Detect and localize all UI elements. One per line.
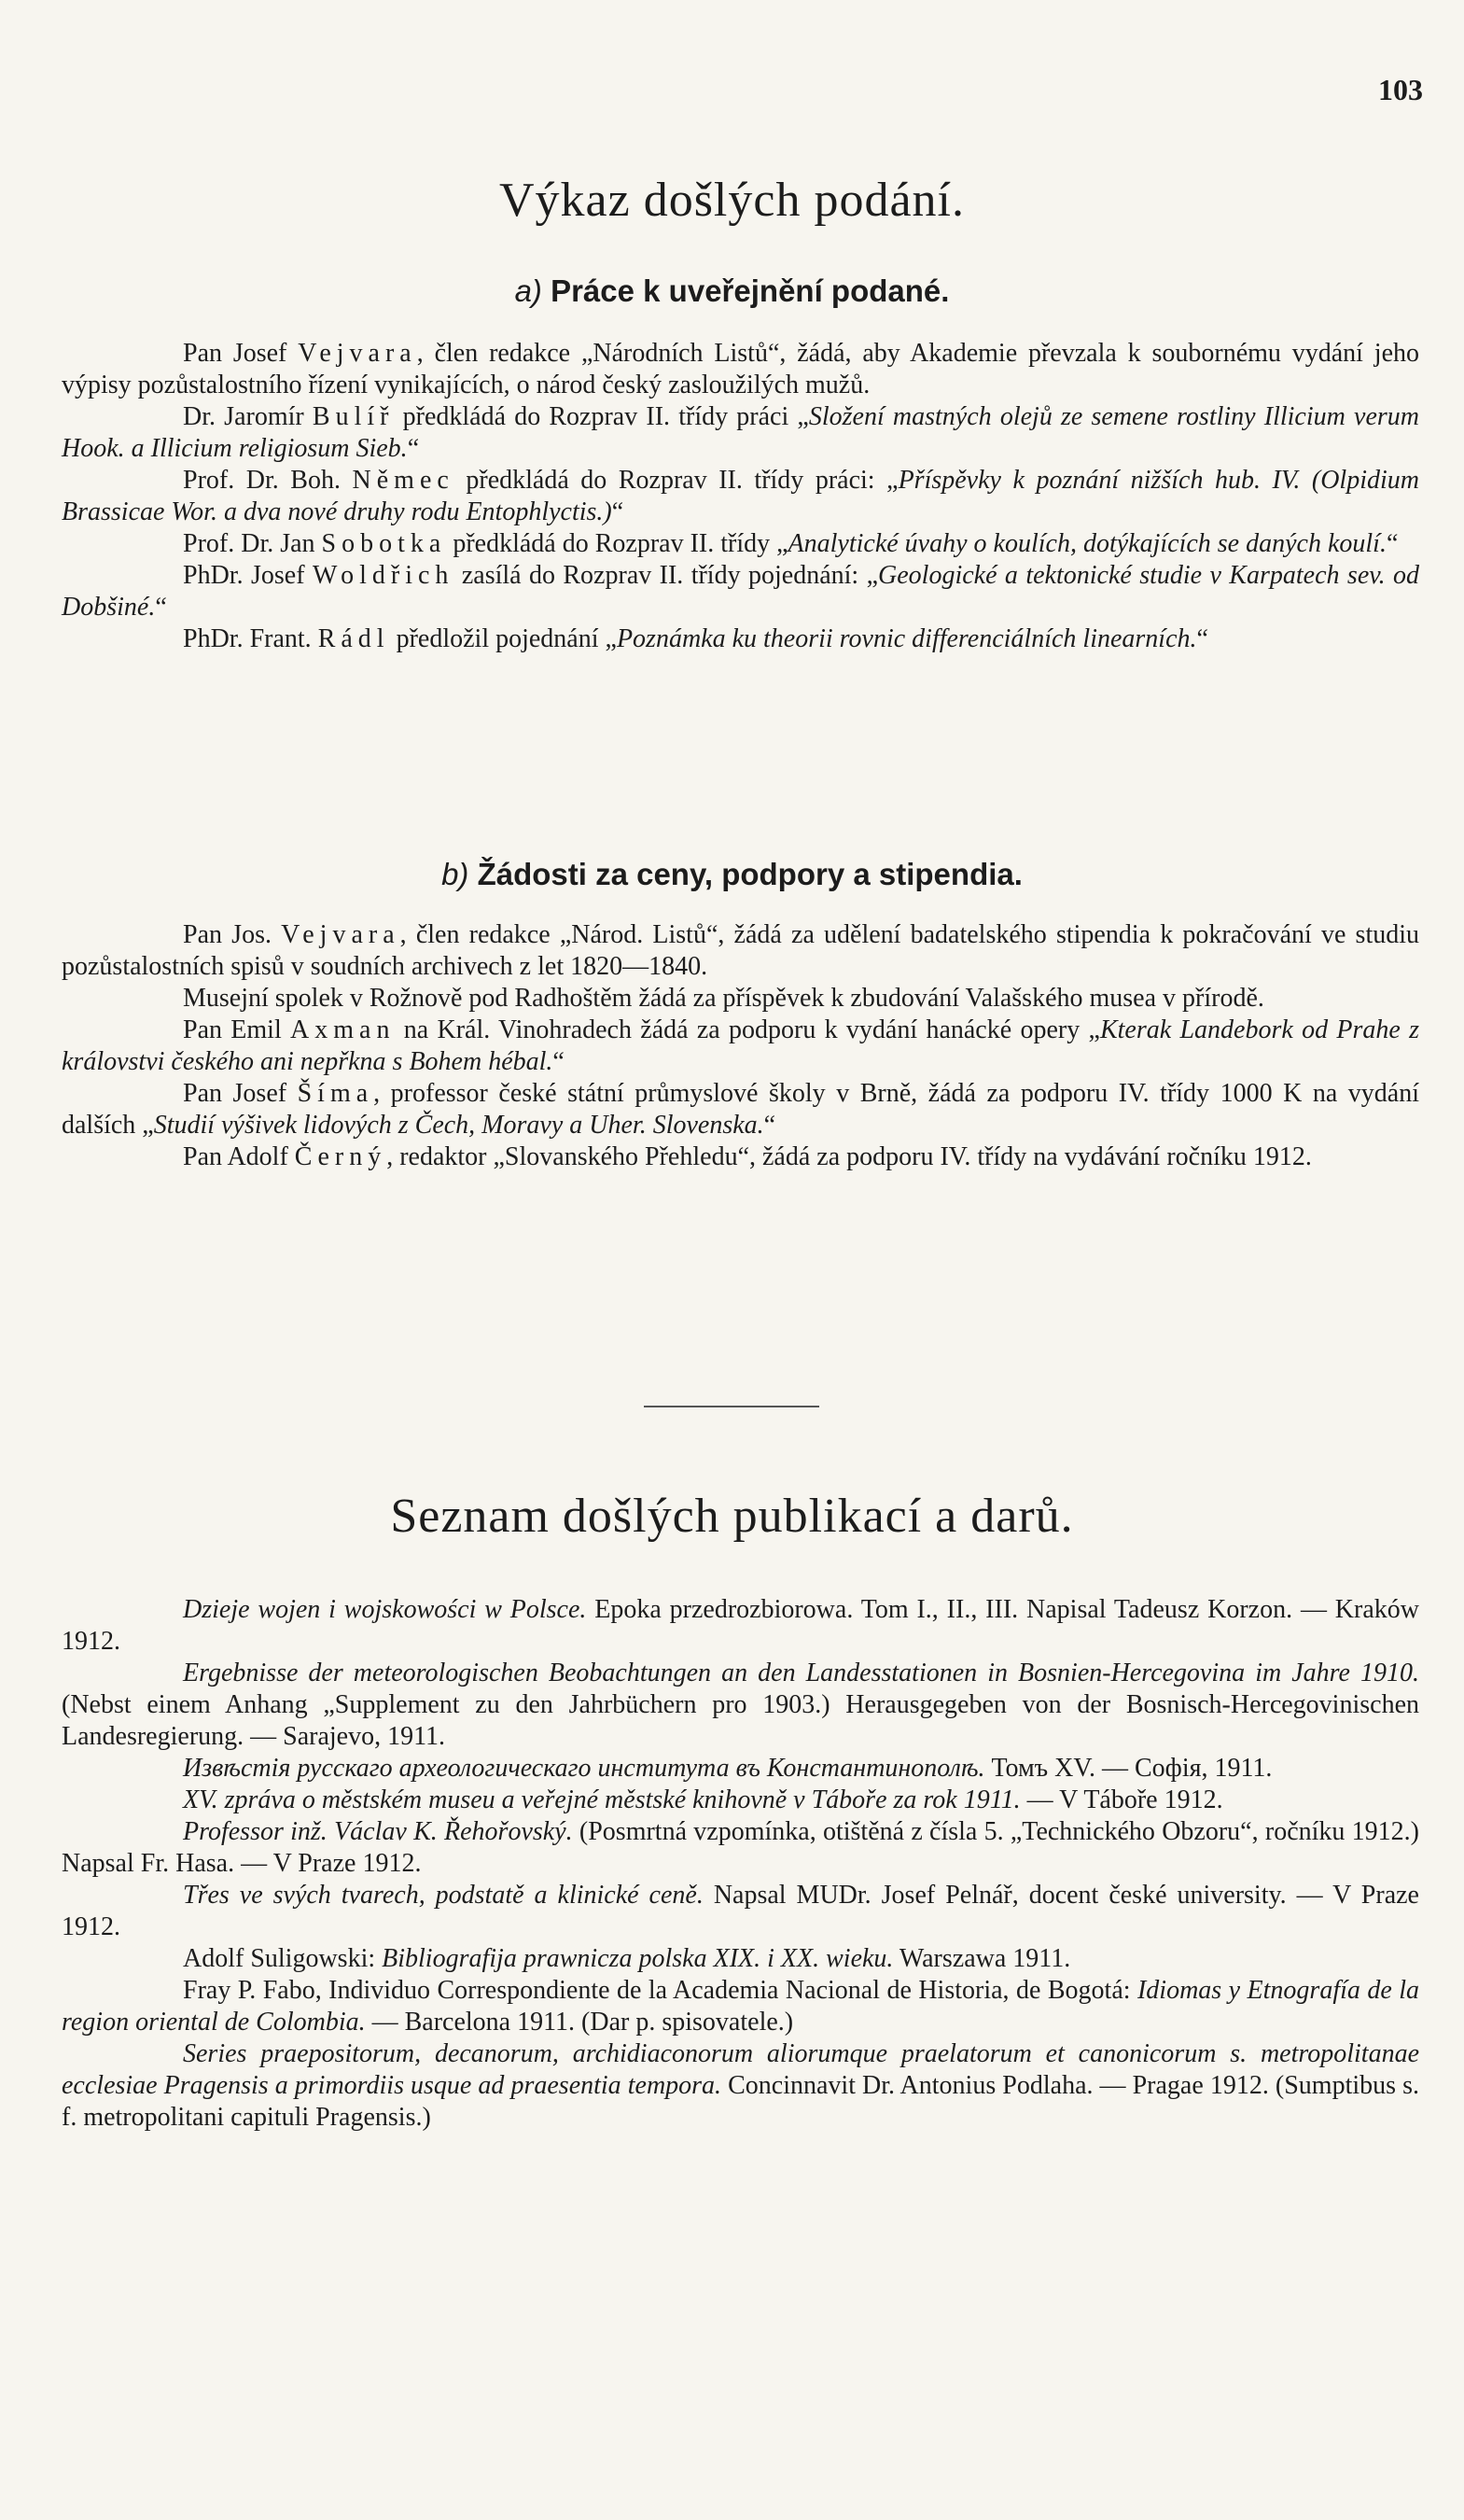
- paragraph: Prof. Dr. Boh. Němec předkládá do Rozprav II. třídy práci: „Příspěvky k poznání nižších hub. IV. (Olpidium Brassicae Wor. a dva nové druhy rodu Entophlyctis.)“: [62, 466, 1419, 526]
- list-item: Ergebnisse der meteorologischen Beobachtungen an den Landesstationen in Bosnien-Hercegovina im Jahre 1910. (Nebst einem Anhang „Supplement zu den Jahrbüchern pro 1903.) Herausgegeben von der Bosnisch-Hercegovinischen Landesregierung. — Sarajevo, 1911.: [62, 1659, 1419, 1751]
- paragraph: Pan Josef Šíma, professor české státní průmyslové školy v Brně, žádá za podporu IV. třídy 1000 K na vydání dalších „Studií výšivek lidových z Čech, Moravy a Uher. Slovenska.“: [62, 1079, 1419, 1140]
- section-divider: [644, 1406, 819, 1407]
- subheading-b: [0, 857, 1464, 892]
- section-title-submissions: Výkaz došlých podání.: [498, 174, 965, 227]
- list-item: Dzieje wojen i wojskowości w Polsce. Epoka przedrozbiorowa. Tom I., II., III. Napisal Tadeusz Korzon. — Kraków 1912.: [62, 1595, 1419, 1656]
- paragraph: Dr. Jaromír Bulíř předkládá do Rozprav II. třídy práci „Složení mastných olejů ze semene rostliny Illicium verum Hook. a Illicium religiosum Sieb.“: [62, 402, 1419, 463]
- paragraph: PhDr. Frant. Rádl předložil pojednání „Poznámka ku theorii rovnic differenciálních linearních.“: [183, 624, 1208, 653]
- page-number: 103: [1378, 73, 1423, 106]
- submissions-list-a: [62, 338, 1419, 655]
- submissions-list-b: [62, 919, 1419, 1173]
- paragraph: Pan Josef Vejvara, člen redakce „Národních Listů“, žádá, aby Akademie převzala k soubornému vydání jeho výpisy pozůstalostního řízení vynikajících, o národ český zasloužilých mužů.: [62, 339, 1419, 399]
- paragraph: Pan Jos. Vejvara, člen redakce „Národ. Listů“, žádá za udělení badatelského stipendia k pokračování ve studiu pozůstalostních spisů v soudních archivech z let 1820—1840.: [62, 920, 1419, 981]
- paragraph: Musejní spolek v Rožnově pod Radhoštěm žádá za příspěvek k zbudování Valašského musea v přírodě.: [183, 984, 1264, 1013]
- list-item: Adolf Suligowski: Bibliografija prawnicza polska XIX. i XX. wieku. Warszawa 1911.: [183, 1944, 1071, 1973]
- list-item: Series praepositorum, decanorum, archidiaconorum aliorumque praelatorum et canonicorum s. metropolitanae ecclesiae Pragensis a primordiis usque ad praesentia tempora. Concinnavit Dr. Antonius Podlaha. — Pragae 1912. (Sumptibus s. f. metropolitani capituli Pragensis.): [62, 2039, 1419, 2132]
- list-item: Professor inž. Václav K. Řehořovský. (Posmrtná vzpomínka, otištěná z čísla 5. „Technického Obzoru“, ročníku 1912.) Napsal Fr. Hasa. — V Praze 1912.: [62, 1817, 1419, 1878]
- paragraph: Pan Emil Axman na Král. Vinohradech žádá za podporu k vydání hanácké opery „Kterak Landebork od Prahe z královstvi českého ani nepřkna s Bohem hébal.“: [62, 1015, 1419, 1076]
- subheading-b-text: Žádosti za ceny, podpory a stipendia.: [477, 857, 1023, 891]
- list-item: XV. zpráva o městském museu a veřejné městské knihovně v Táboře za rok 1911. — V Táboře 1912.: [183, 1785, 1223, 1814]
- subheading-a-text: Práce k uveřejnění podané.: [551, 273, 950, 308]
- list-item: Извѣстія русскаго археологическаго института въ Константинополѣ. Томъ XV. — Софія, 1911.: [183, 1754, 1273, 1783]
- section-title-publications: Seznam došlých publikací a darů.: [390, 1490, 1074, 1543]
- subheading-a-letter: a): [514, 273, 542, 308]
- paragraph: Pan Adolf Černý, redaktor „Slovanského Přehledu“, žádá za podporu IV. třídy na vydávání ročníku 1912.: [183, 1142, 1312, 1171]
- subheading-b-letter: b): [441, 857, 469, 891]
- paragraph: Prof. Dr. Jan Sobotka předkládá do Rozprav II. třídy „Analytické úvahy o koulích, dotýkajících se daných koulí.“: [183, 529, 1399, 558]
- list-item: Třes ve svých tvarech, podstatě a klinické ceně. Napsal MUDr. Josef Pelnář, docent české university. — V Praze 1912.: [62, 1881, 1419, 1941]
- paragraph: PhDr. Josef Woldřich zasílá do Rozprav II. třídy pojednání: „Geologické a tektonické studie v Karpatech sev. od Dobšiné.“: [62, 561, 1419, 622]
- list-item: Fray P. Fabo, Individuo Correspondiente de la Academia Nacional de Historia, de Bogotá: Idiomas y Etnografía de la region oriental de Colombia. — Barcelona 1911. (Dar p. spisovatele.): [62, 1976, 1419, 2037]
- publications-list: [62, 1594, 1419, 2134]
- subheading-a: [0, 273, 1464, 309]
